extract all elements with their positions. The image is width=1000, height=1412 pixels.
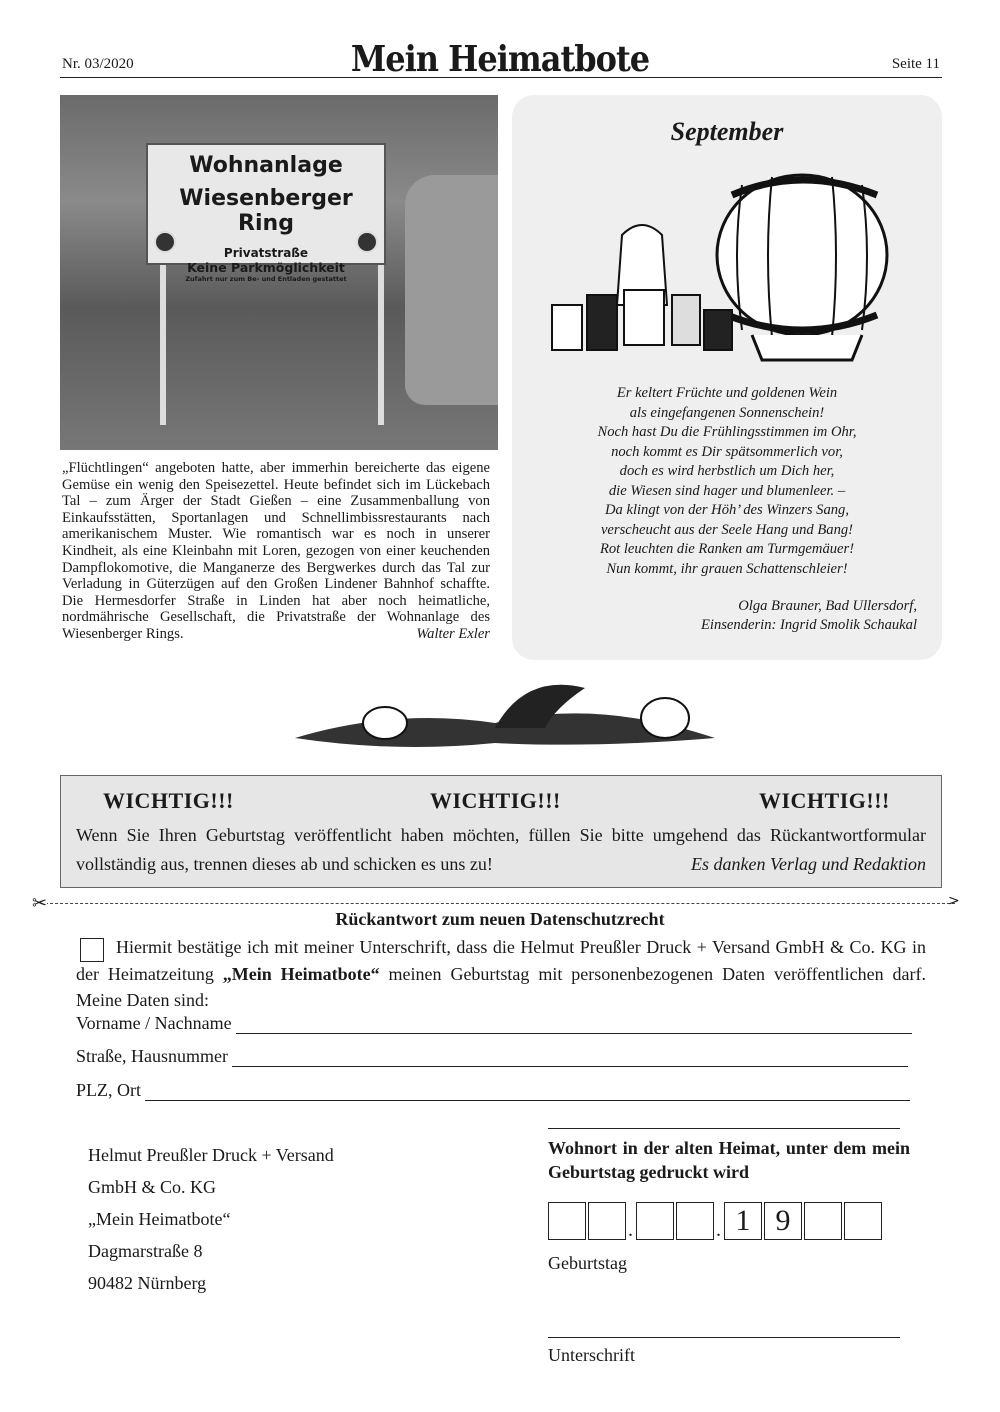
arrow-right-icon: > <box>948 893 960 909</box>
cut-line <box>40 903 955 904</box>
birthday-digit-box[interactable]: 1 <box>724 1202 762 1240</box>
poem-line: verscheucht aus der Seele Hang und Bang! <box>600 521 854 538</box>
consent-text <box>76 934 926 1014</box>
issue-number: Nr. 03/2020 <box>62 56 134 72</box>
name-field[interactable] <box>76 1013 912 1034</box>
poem-line: Er keltert Früchte und goldenen Wein <box>616 385 838 401</box>
poem-sender: Einsenderin: Ingrid Smolik Schaukal <box>700 617 917 633</box>
sign-text: Privatstraße <box>223 246 309 260</box>
notice-text <box>76 821 926 879</box>
sign-post <box>160 265 166 425</box>
poem-line: Da klingt von der Höh’ des Winzers Sang, <box>604 502 850 518</box>
wine-barrel-illustration <box>532 165 932 365</box>
consent-text-part: Hiermit bestätige ich mit meiner Unterschrift, dass die Helmut Preußler Druck + Versand GmbH & Co. KG in der Heimatzeitung <box>76 937 926 984</box>
poem-title: September <box>670 117 784 146</box>
notice-heading: WICHTIG!!! <box>430 788 561 813</box>
city-field[interactable] <box>76 1080 910 1101</box>
sign-post <box>378 265 384 425</box>
header-rule <box>60 77 942 78</box>
important-notice <box>60 775 942 888</box>
notice-heading: WICHTIG!!! <box>759 788 890 813</box>
signature-label: Unterschrift <box>548 1345 635 1365</box>
field-label: Vorname / Nachname <box>76 1013 232 1033</box>
city-input-line[interactable] <box>145 1083 910 1101</box>
consent-checkbox[interactable] <box>80 938 104 962</box>
page-number: Seite 11 <box>891 56 940 72</box>
field-label: Straße, Hausnummer <box>76 1046 228 1066</box>
car-image <box>405 175 498 405</box>
no-parking-icon <box>154 231 176 253</box>
birthday-digit-box[interactable] <box>588 1202 626 1240</box>
poem-text <box>512 384 942 579</box>
article-text <box>62 460 490 643</box>
poem-attribution <box>701 597 917 635</box>
date-separator: . <box>628 1219 633 1241</box>
poem-line: als eingefangenen Sonnenschein! <box>629 404 825 421</box>
hometown-label: Wohnort in der alten Heimat, unter dem mein Geburtstag gedruckt wird <box>548 1138 910 1182</box>
poem-line: doch es wird herbstlich um Dich her, <box>619 463 835 479</box>
form-title: Rückantwort zum neuen Datenschutzrecht <box>335 909 665 929</box>
birthday-digit-box[interactable] <box>804 1202 842 1240</box>
birthday-digit-box[interactable] <box>548 1202 586 1240</box>
name-input-line[interactable] <box>236 1016 912 1034</box>
scissors-icon: ✂ <box>32 893 48 914</box>
hometown-input-line[interactable] <box>548 1128 900 1129</box>
mailing-address <box>88 1139 334 1299</box>
birthday-label: Geburtstag <box>548 1253 627 1273</box>
sign-title: Wohnanlage <box>189 153 343 178</box>
poem-line: die Wiesen sind hager und blumenleer. – <box>608 482 846 499</box>
field-label: PLZ, Ort <box>76 1080 141 1100</box>
poem-author: Olga Brauner, Bad Ullersdorf, <box>738 598 917 614</box>
notice-body: Wenn Sie Ihren Geburtstag veröffentlicht haben möchten, füllen Sie bitte umgehend das Rückantwortformular vollständig aus, trennen dieses ab und schicken es uns zu! <box>76 825 926 874</box>
autumn-ornament-illustration <box>295 668 715 753</box>
poem-line: Noch hast Du die Frühlingsstimmen im Ohr, <box>597 424 857 440</box>
birthday-digit-box[interactable] <box>844 1202 882 1240</box>
signature-line[interactable] <box>548 1337 900 1338</box>
birthday-digit-box[interactable] <box>676 1202 714 1240</box>
article-body: „Flüchtlingen“ angeboten hatte, aber immerhin bereicherte das eigene Gemüse ein wenig den Speisezettel. Heute befindet sich im Lückebach Tal – zum Ärger der Stadt Gießen – eine Zusammenballung von Einkaufsstätten, Sportanlagen und Schnellimbissrestaurants nach amerikanischem Muster. Wie romantisch war es noch in unserer Kindheit, als eine Kleinbahn mit Loren, gezogen von einer keuchenden Dampflokomotive, die Manganerze des Bergwerkes durch das Tal zur Verladung in Güterzügen auf den Großen Lindener Bahnhof schaffte. Die Hermesdorfer Straße in Linden hat aber noch heimatliche, nordmährische Gesellschaft, die Privatstraße der Wohnanlage des Wiesenberger Rings. <box>62 460 490 642</box>
street-field[interactable] <box>76 1046 908 1067</box>
address-line: Helmut Preußler Druck + Versand <box>88 1145 334 1165</box>
address-line: GmbH & Co. KG <box>88 1177 217 1197</box>
newspaper-logo: Mein Heimatbote <box>350 38 650 80</box>
notice-thanks: Es danken Verlag und Redaktion <box>691 854 926 874</box>
address-line: Dagmarstraße 8 <box>88 1241 203 1261</box>
poem-box <box>512 95 942 660</box>
street-input-line[interactable] <box>232 1049 908 1067</box>
birthday-digit-box[interactable]: 9 <box>764 1202 802 1240</box>
sign-text: Keine Parkmöglichkeit <box>187 260 345 275</box>
sign-text: Zufahrt nur zum Be- und Entladen gestattet <box>185 275 347 283</box>
poem-line: Nun kommt, ihr grauen Schattenschleier! <box>606 560 848 577</box>
notice-heading: WICHTIG!!! <box>103 788 234 813</box>
birthday-boxes[interactable] <box>548 1202 884 1240</box>
poem-line: noch kommt es Dir spätsommerlich vor, <box>611 443 843 460</box>
poem-line: Rot leuchten die Ranken am Turmgemäuer! <box>599 541 855 557</box>
photo-sign <box>146 143 386 283</box>
sign-photo <box>60 95 498 450</box>
date-separator: . <box>716 1219 721 1241</box>
address-line: „Mein Heimatbote“ <box>88 1209 231 1229</box>
no-parking-icon <box>356 231 378 253</box>
sign-title: Wiesenberger Ring <box>179 186 353 236</box>
address-line: 90482 Nürnberg <box>88 1273 207 1293</box>
consent-newspaper-name: „Mein Heimatbote“ <box>222 963 380 984</box>
birthday-digit-box[interactable] <box>636 1202 674 1240</box>
consent-text-part: meinen Geburtstag mit personenbezogenen Daten veröffentlichen darf. Meine Daten sind: <box>76 963 926 1010</box>
article-author: Walter Exler <box>416 625 490 642</box>
